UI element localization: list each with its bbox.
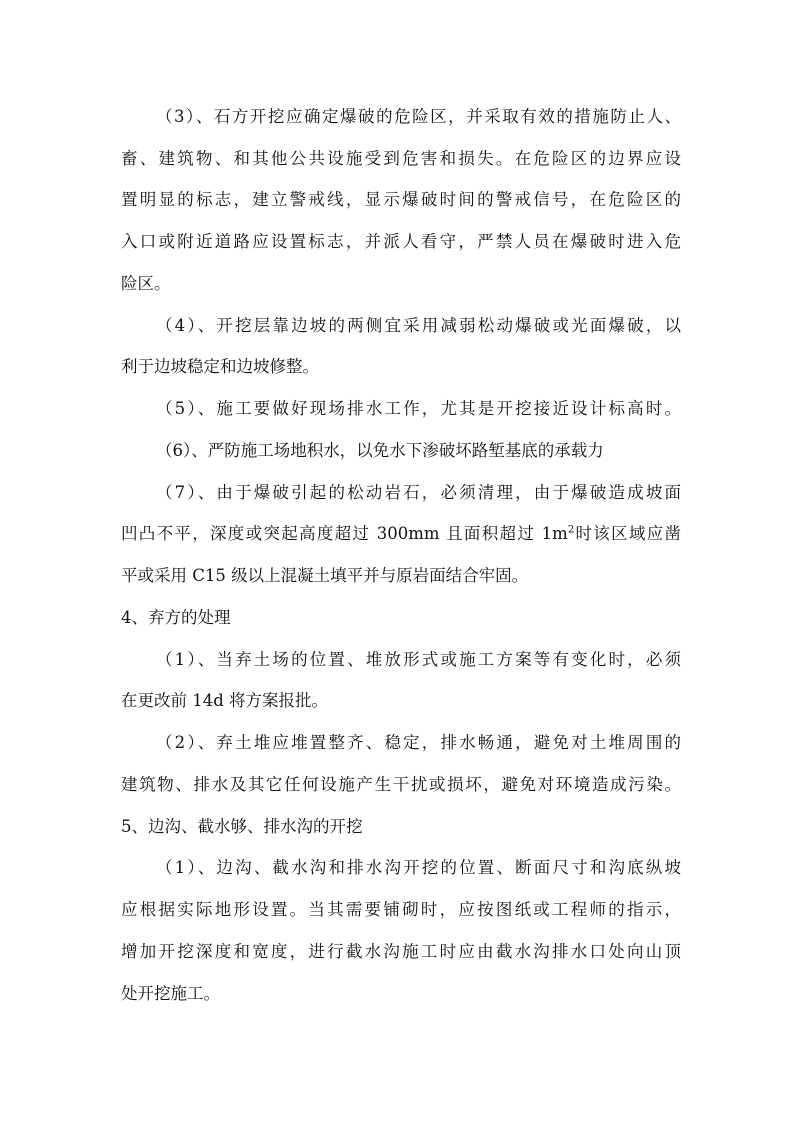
paragraph-6-line-1: （6）、严防施工场地积水，以免水下渗破坏路堑基底的承载力 [156,441,604,460]
disposal-item-1-line-1: （1）、当弃土场的位置、堆放形式或施工方案等有变化时，必须 [156,650,681,669]
paragraph-3-line-3: 置明显的标志，建立警戒线，显示爆破时间的警戒信号，在危险区的 [121,190,681,209]
ditch-item-1-line-2: 应根据实际地形设置。当其需要铺砌时，应按图纸或工程师的指示， [121,900,681,919]
paragraph-3-line-5: 险区。 [121,274,171,293]
section-heading-4: 4、弃方的处理 [121,608,231,627]
superscript-squared: 2 [567,524,575,536]
paragraph-7-line-2 [121,524,681,544]
section-heading-5: 5、边沟、截水够、排水沟的开挖 [121,817,363,836]
disposal-item-2-line-2: 建筑物、排水及其它任何设施产生干扰或损坏，避免对环境造成污染。 [121,775,681,794]
paragraph-5-line-1: （5）、施工要做好现场排水工作，尤其是开挖接近设计标高时。 [156,399,681,418]
paragraph-7-line-2-part-a: 凹凸不平，深度或突起高度超过 300mm 且面积超过 1m [121,524,568,543]
disposal-item-2-line-1: （2）、弃土堆应堆置整齐、稳定，排水畅通，避免对土堆周围的 [156,733,681,752]
paragraph-4-line-2: 利于边坡稳定和边坡修整。 [121,357,319,376]
paragraph-3-line-2: 畜、建筑物、和其他公共设施受到危害和损失。在危险区的边界应设 [121,149,681,168]
paragraph-3-line-1: （3）、石方开挖应确定爆破的危险区，并采取有效的措施防止人、 [156,107,681,126]
paragraph-3-line-4: 入口或附近道路应设置标志，并派人看守，严禁人员在爆破时进入危 [121,232,681,251]
ditch-item-1-line-1: （1）、边沟、截水沟和排水沟开挖的位置、断面尺寸和沟底纵坡 [156,858,681,877]
ditch-item-1-line-3: 增加开挖深度和宽度，进行截水沟施工时应由截水沟排水口处向山顶 [121,942,681,961]
paragraph-7-line-3: 平或采用 C15 级以上混凝土填平并与原岩面结合牢固。 [121,566,529,585]
ditch-item-1-line-4: 处开挖施工。 [121,984,220,1003]
disposal-item-1-line-2: 在更改前 14d 将方案报批。 [121,691,329,710]
paragraph-4-line-1: （4）、开挖层靠边坡的两侧宜采用减弱松动爆破或光面爆破，以 [156,316,681,335]
paragraph-7-line-2-part-b: 时该区域应凿 [574,524,681,543]
paragraph-7-line-1: （7）、由于爆破引起的松动岩石，必须清理，由于爆破造成坡面 [156,483,681,502]
